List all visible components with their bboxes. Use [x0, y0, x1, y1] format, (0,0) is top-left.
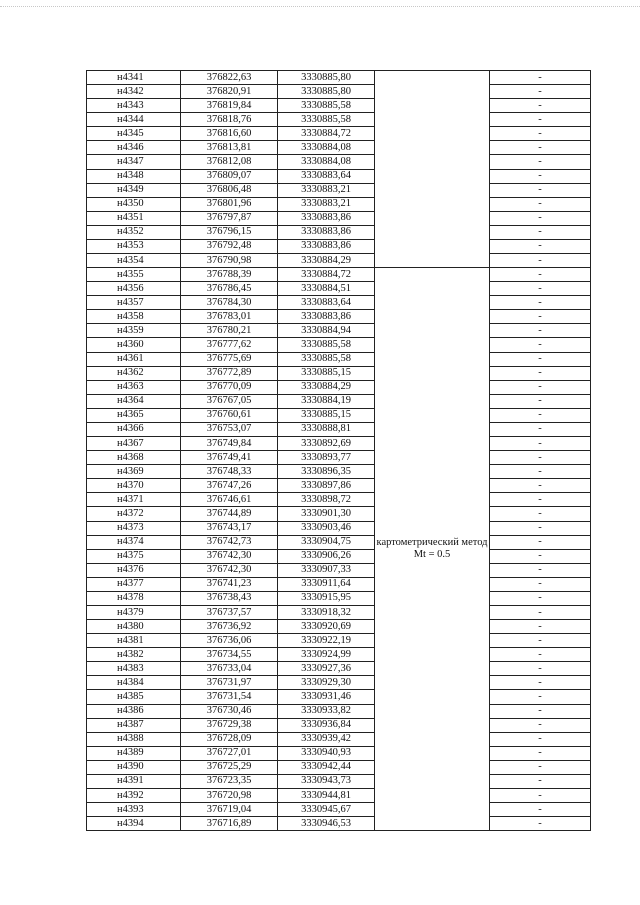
table-row [87, 704, 591, 718]
description-cell: - [490, 71, 591, 85]
point-name-cell: н4385 [87, 690, 181, 704]
x-coordinate-cell: 376723,35 [181, 774, 278, 788]
table-row [87, 211, 591, 225]
x-coordinate-cell: 376801,96 [181, 197, 278, 211]
table-row [87, 493, 591, 507]
description-cell: - [490, 521, 591, 535]
y-coordinate-cell: 3330883,86 [278, 211, 375, 225]
description-cell: - [490, 338, 591, 352]
y-coordinate-cell: 3330903,46 [278, 521, 375, 535]
table-row [87, 535, 591, 549]
point-name-cell: н4381 [87, 634, 181, 648]
point-name-cell: н4362 [87, 366, 181, 380]
table-row [87, 366, 591, 380]
table-row [87, 732, 591, 746]
table-row [87, 127, 591, 141]
table-row [87, 803, 591, 817]
x-coordinate-cell: 376748,33 [181, 465, 278, 479]
point-name-cell: н4358 [87, 310, 181, 324]
x-coordinate-cell: 376736,06 [181, 634, 278, 648]
description-cell: - [490, 437, 591, 451]
description-cell: - [490, 535, 591, 549]
table-row [87, 605, 591, 619]
point-name-cell: н4361 [87, 352, 181, 366]
x-coordinate-cell: 376749,41 [181, 451, 278, 465]
description-cell: - [490, 85, 591, 99]
x-coordinate-cell: 376806,48 [181, 183, 278, 197]
description-cell: - [490, 817, 591, 831]
point-name-cell: н4380 [87, 620, 181, 634]
y-coordinate-cell: 3330884,19 [278, 394, 375, 408]
description-cell: - [490, 282, 591, 296]
x-coordinate-cell: 376747,26 [181, 479, 278, 493]
point-name-cell: н4383 [87, 662, 181, 676]
point-name-cell: н4342 [87, 85, 181, 99]
x-coordinate-cell: 376743,17 [181, 521, 278, 535]
y-coordinate-cell: 3330885,58 [278, 352, 375, 366]
table-row [87, 282, 591, 296]
point-name-cell: н4363 [87, 380, 181, 394]
x-coordinate-cell: 376784,30 [181, 296, 278, 310]
table-row [87, 507, 591, 521]
description-cell: - [490, 479, 591, 493]
y-coordinate-cell: 3330936,84 [278, 718, 375, 732]
table-row [87, 338, 591, 352]
x-coordinate-cell: 376816,60 [181, 127, 278, 141]
point-name-cell: н4376 [87, 563, 181, 577]
y-coordinate-cell: 3330885,80 [278, 85, 375, 99]
point-name-cell: н4371 [87, 493, 181, 507]
table-row [87, 718, 591, 732]
description-cell: - [490, 732, 591, 746]
point-name-cell: н4394 [87, 817, 181, 831]
point-name-cell: н4392 [87, 788, 181, 802]
table-row [87, 591, 591, 605]
point-name-cell: н4349 [87, 183, 181, 197]
table-row [87, 85, 591, 99]
description-cell: - [490, 183, 591, 197]
x-coordinate-cell: 376788,39 [181, 268, 278, 282]
x-coordinate-cell: 376760,61 [181, 408, 278, 422]
description-cell: - [490, 493, 591, 507]
description-cell: - [490, 99, 591, 113]
description-cell: - [490, 268, 591, 282]
table-row [87, 465, 591, 479]
x-coordinate-cell: 376741,23 [181, 577, 278, 591]
table-row [87, 563, 591, 577]
point-name-cell: н4346 [87, 141, 181, 155]
point-name-cell: н4372 [87, 507, 181, 521]
y-coordinate-cell: 3330884,51 [278, 282, 375, 296]
description-cell: - [490, 662, 591, 676]
y-coordinate-cell: 3330942,44 [278, 760, 375, 774]
point-name-cell: н4354 [87, 254, 181, 268]
x-coordinate-cell: 376818,76 [181, 113, 278, 127]
point-name-cell: н4379 [87, 605, 181, 619]
x-coordinate-cell: 376812,08 [181, 155, 278, 169]
x-coordinate-cell: 376733,04 [181, 662, 278, 676]
y-coordinate-cell: 3330883,21 [278, 197, 375, 211]
table-row [87, 113, 591, 127]
y-coordinate-cell: 3330896,35 [278, 465, 375, 479]
y-coordinate-cell: 3330915,95 [278, 591, 375, 605]
description-cell: - [490, 648, 591, 662]
x-coordinate-cell: 376783,01 [181, 310, 278, 324]
table-row [87, 310, 591, 324]
y-coordinate-cell: 3330906,26 [278, 549, 375, 563]
y-coordinate-cell: 3330884,08 [278, 155, 375, 169]
table-row [87, 268, 591, 282]
table-row [87, 479, 591, 493]
point-name-cell: н4359 [87, 324, 181, 338]
description-cell: - [490, 465, 591, 479]
table-row [87, 451, 591, 465]
description-cell: - [490, 310, 591, 324]
description-cell: - [490, 634, 591, 648]
x-coordinate-cell: 376797,87 [181, 211, 278, 225]
y-coordinate-cell: 3330943,73 [278, 774, 375, 788]
y-coordinate-cell: 3330885,15 [278, 408, 375, 422]
description-cell: - [490, 788, 591, 802]
table-row [87, 352, 591, 366]
description-cell: - [490, 239, 591, 253]
x-coordinate-cell: 376772,89 [181, 366, 278, 380]
x-coordinate-cell: 376728,09 [181, 732, 278, 746]
y-coordinate-cell: 3330884,72 [278, 127, 375, 141]
point-name-cell: н4373 [87, 521, 181, 535]
point-name-cell: н4369 [87, 465, 181, 479]
x-coordinate-cell: 376731,97 [181, 676, 278, 690]
description-cell: - [490, 380, 591, 394]
description-cell: - [490, 620, 591, 634]
point-name-cell: н4341 [87, 71, 181, 85]
table-row [87, 422, 591, 436]
x-coordinate-cell: 376786,45 [181, 282, 278, 296]
y-coordinate-cell: 3330898,72 [278, 493, 375, 507]
x-coordinate-cell: 376749,84 [181, 437, 278, 451]
y-coordinate-cell: 3330911,64 [278, 577, 375, 591]
y-coordinate-cell: 3330920,69 [278, 620, 375, 634]
x-coordinate-cell: 376809,07 [181, 169, 278, 183]
point-name-cell: н4377 [87, 577, 181, 591]
x-coordinate-cell: 376729,38 [181, 718, 278, 732]
coordinates-table-body [87, 71, 591, 831]
x-coordinate-cell: 376742,30 [181, 549, 278, 563]
y-coordinate-cell: 3330929,30 [278, 676, 375, 690]
point-name-cell: н4352 [87, 225, 181, 239]
table-row [87, 71, 591, 85]
point-name-cell: н4356 [87, 282, 181, 296]
y-coordinate-cell: 3330893,77 [278, 451, 375, 465]
y-coordinate-cell: 3330884,94 [278, 324, 375, 338]
x-coordinate-cell: 376737,57 [181, 605, 278, 619]
description-cell: - [490, 676, 591, 690]
y-coordinate-cell: 3330885,58 [278, 99, 375, 113]
x-coordinate-cell: 376730,46 [181, 704, 278, 718]
x-coordinate-cell: 376746,61 [181, 493, 278, 507]
x-coordinate-cell: 376734,55 [181, 648, 278, 662]
y-coordinate-cell: 3330883,21 [278, 183, 375, 197]
y-coordinate-cell: 3330892,69 [278, 437, 375, 451]
y-coordinate-cell: 3330885,80 [278, 71, 375, 85]
description-cell: - [490, 352, 591, 366]
y-coordinate-cell: 3330907,33 [278, 563, 375, 577]
point-name-cell: н4355 [87, 268, 181, 282]
y-coordinate-cell: 3330945,67 [278, 803, 375, 817]
x-coordinate-cell: 376742,73 [181, 535, 278, 549]
point-name-cell: н4382 [87, 648, 181, 662]
table-row [87, 760, 591, 774]
x-coordinate-cell: 376727,01 [181, 746, 278, 760]
table-row [87, 394, 591, 408]
y-coordinate-cell: 3330884,29 [278, 380, 375, 394]
description-cell: - [490, 169, 591, 183]
y-coordinate-cell: 3330946,53 [278, 817, 375, 831]
y-coordinate-cell: 3330884,08 [278, 141, 375, 155]
x-coordinate-cell: 376819,84 [181, 99, 278, 113]
description-cell: - [490, 394, 591, 408]
x-coordinate-cell: 376742,30 [181, 563, 278, 577]
y-coordinate-cell: 3330883,86 [278, 310, 375, 324]
table-row [87, 239, 591, 253]
table-row [87, 225, 591, 239]
point-name-cell: н4370 [87, 479, 181, 493]
y-coordinate-cell: 3330901,30 [278, 507, 375, 521]
x-coordinate-cell: 376767,05 [181, 394, 278, 408]
table-row [87, 324, 591, 338]
description-cell: - [490, 507, 591, 521]
description-cell: - [490, 141, 591, 155]
point-name-cell: н4374 [87, 535, 181, 549]
point-name-cell: н4387 [87, 718, 181, 732]
y-coordinate-cell: 3330944,81 [278, 788, 375, 802]
y-coordinate-cell: 3330884,29 [278, 254, 375, 268]
point-name-cell: н4360 [87, 338, 181, 352]
point-name-cell: н4353 [87, 239, 181, 253]
table-row [87, 577, 591, 591]
table-row [87, 662, 591, 676]
description-cell: - [490, 563, 591, 577]
table-row [87, 788, 591, 802]
description-cell: - [490, 605, 591, 619]
point-name-cell: н4378 [87, 591, 181, 605]
y-coordinate-cell: 3330922,19 [278, 634, 375, 648]
y-coordinate-cell: 3330933,82 [278, 704, 375, 718]
table-row [87, 437, 591, 451]
y-coordinate-cell: 3330883,64 [278, 296, 375, 310]
y-coordinate-cell: 3330924,99 [278, 648, 375, 662]
x-coordinate-cell: 376736,92 [181, 620, 278, 634]
x-coordinate-cell: 376822,63 [181, 71, 278, 85]
x-coordinate-cell: 376820,91 [181, 85, 278, 99]
method-cell: картометрический метод Mt = 0.5 [375, 268, 490, 831]
table-row [87, 408, 591, 422]
table-row [87, 774, 591, 788]
table-row [87, 197, 591, 211]
description-cell: - [490, 704, 591, 718]
x-coordinate-cell: 376796,15 [181, 225, 278, 239]
y-coordinate-cell: 3330883,64 [278, 169, 375, 183]
point-name-cell: н4351 [87, 211, 181, 225]
point-name-cell: н4384 [87, 676, 181, 690]
table-row [87, 183, 591, 197]
y-coordinate-cell: 3330888,81 [278, 422, 375, 436]
table-row [87, 169, 591, 183]
description-cell: - [490, 254, 591, 268]
point-name-cell: н4393 [87, 803, 181, 817]
scan-header-artifact [0, 6, 640, 11]
y-coordinate-cell: 3330884,72 [278, 268, 375, 282]
x-coordinate-cell: 376777,62 [181, 338, 278, 352]
point-name-cell: н4350 [87, 197, 181, 211]
y-coordinate-cell: 3330883,86 [278, 225, 375, 239]
point-name-cell: н4388 [87, 732, 181, 746]
description-cell: - [490, 225, 591, 239]
point-name-cell: н4375 [87, 549, 181, 563]
y-coordinate-cell: 3330885,15 [278, 366, 375, 380]
table-row [87, 99, 591, 113]
x-coordinate-cell: 376716,89 [181, 817, 278, 831]
table-row [87, 817, 591, 831]
coordinates-table [86, 70, 591, 831]
table-row [87, 380, 591, 394]
point-name-cell: н4386 [87, 704, 181, 718]
point-name-cell: н4389 [87, 746, 181, 760]
y-coordinate-cell: 3330897,86 [278, 479, 375, 493]
point-name-cell: н4365 [87, 408, 181, 422]
description-cell: - [490, 422, 591, 436]
description-cell: - [490, 746, 591, 760]
y-coordinate-cell: 3330883,86 [278, 239, 375, 253]
table-row [87, 141, 591, 155]
point-name-cell: н4357 [87, 296, 181, 310]
table-row [87, 254, 591, 268]
description-cell: - [490, 127, 591, 141]
point-name-cell: н4364 [87, 394, 181, 408]
x-coordinate-cell: 376744,89 [181, 507, 278, 521]
description-cell: - [490, 197, 591, 211]
table-row [87, 746, 591, 760]
x-coordinate-cell: 376731,54 [181, 690, 278, 704]
description-cell: - [490, 803, 591, 817]
description-cell: - [490, 113, 591, 127]
y-coordinate-cell: 3330940,93 [278, 746, 375, 760]
x-coordinate-cell: 376719,04 [181, 803, 278, 817]
description-cell: - [490, 155, 591, 169]
point-name-cell: н4391 [87, 774, 181, 788]
x-coordinate-cell: 376813,81 [181, 141, 278, 155]
description-cell: - [490, 591, 591, 605]
description-cell: - [490, 760, 591, 774]
point-name-cell: н4366 [87, 422, 181, 436]
point-name-cell: н4390 [87, 760, 181, 774]
point-name-cell: н4347 [87, 155, 181, 169]
x-coordinate-cell: 376792,48 [181, 239, 278, 253]
description-cell: - [490, 774, 591, 788]
y-coordinate-cell: 3330904,75 [278, 535, 375, 549]
y-coordinate-cell: 3330918,32 [278, 605, 375, 619]
table-row [87, 521, 591, 535]
point-name-cell: н4368 [87, 451, 181, 465]
description-cell: - [490, 690, 591, 704]
x-coordinate-cell: 376720,98 [181, 788, 278, 802]
y-coordinate-cell: 3330927,36 [278, 662, 375, 676]
x-coordinate-cell: 376725,29 [181, 760, 278, 774]
description-cell: - [490, 324, 591, 338]
description-cell: - [490, 718, 591, 732]
description-cell: - [490, 549, 591, 563]
point-name-cell: н4343 [87, 99, 181, 113]
table-row [87, 549, 591, 563]
description-cell: - [490, 451, 591, 465]
x-coordinate-cell: 376738,43 [181, 591, 278, 605]
table-row [87, 155, 591, 169]
y-coordinate-cell: 3330931,46 [278, 690, 375, 704]
point-name-cell: н4344 [87, 113, 181, 127]
table-row [87, 648, 591, 662]
point-name-cell: н4367 [87, 437, 181, 451]
method-cell [375, 71, 490, 268]
point-name-cell: н4345 [87, 127, 181, 141]
y-coordinate-cell: 3330939,42 [278, 732, 375, 746]
x-coordinate-cell: 376775,69 [181, 352, 278, 366]
table-row [87, 690, 591, 704]
description-cell: - [490, 296, 591, 310]
description-cell: - [490, 366, 591, 380]
x-coordinate-cell: 376770,09 [181, 380, 278, 394]
description-cell: - [490, 211, 591, 225]
y-coordinate-cell: 3330885,58 [278, 113, 375, 127]
description-cell: - [490, 577, 591, 591]
point-name-cell: н4348 [87, 169, 181, 183]
table-row [87, 620, 591, 634]
table-row [87, 634, 591, 648]
x-coordinate-cell: 376780,21 [181, 324, 278, 338]
table-row [87, 296, 591, 310]
x-coordinate-cell: 376753,07 [181, 422, 278, 436]
y-coordinate-cell: 3330885,58 [278, 338, 375, 352]
table-row [87, 676, 591, 690]
x-coordinate-cell: 376790,98 [181, 254, 278, 268]
description-cell: - [490, 408, 591, 422]
